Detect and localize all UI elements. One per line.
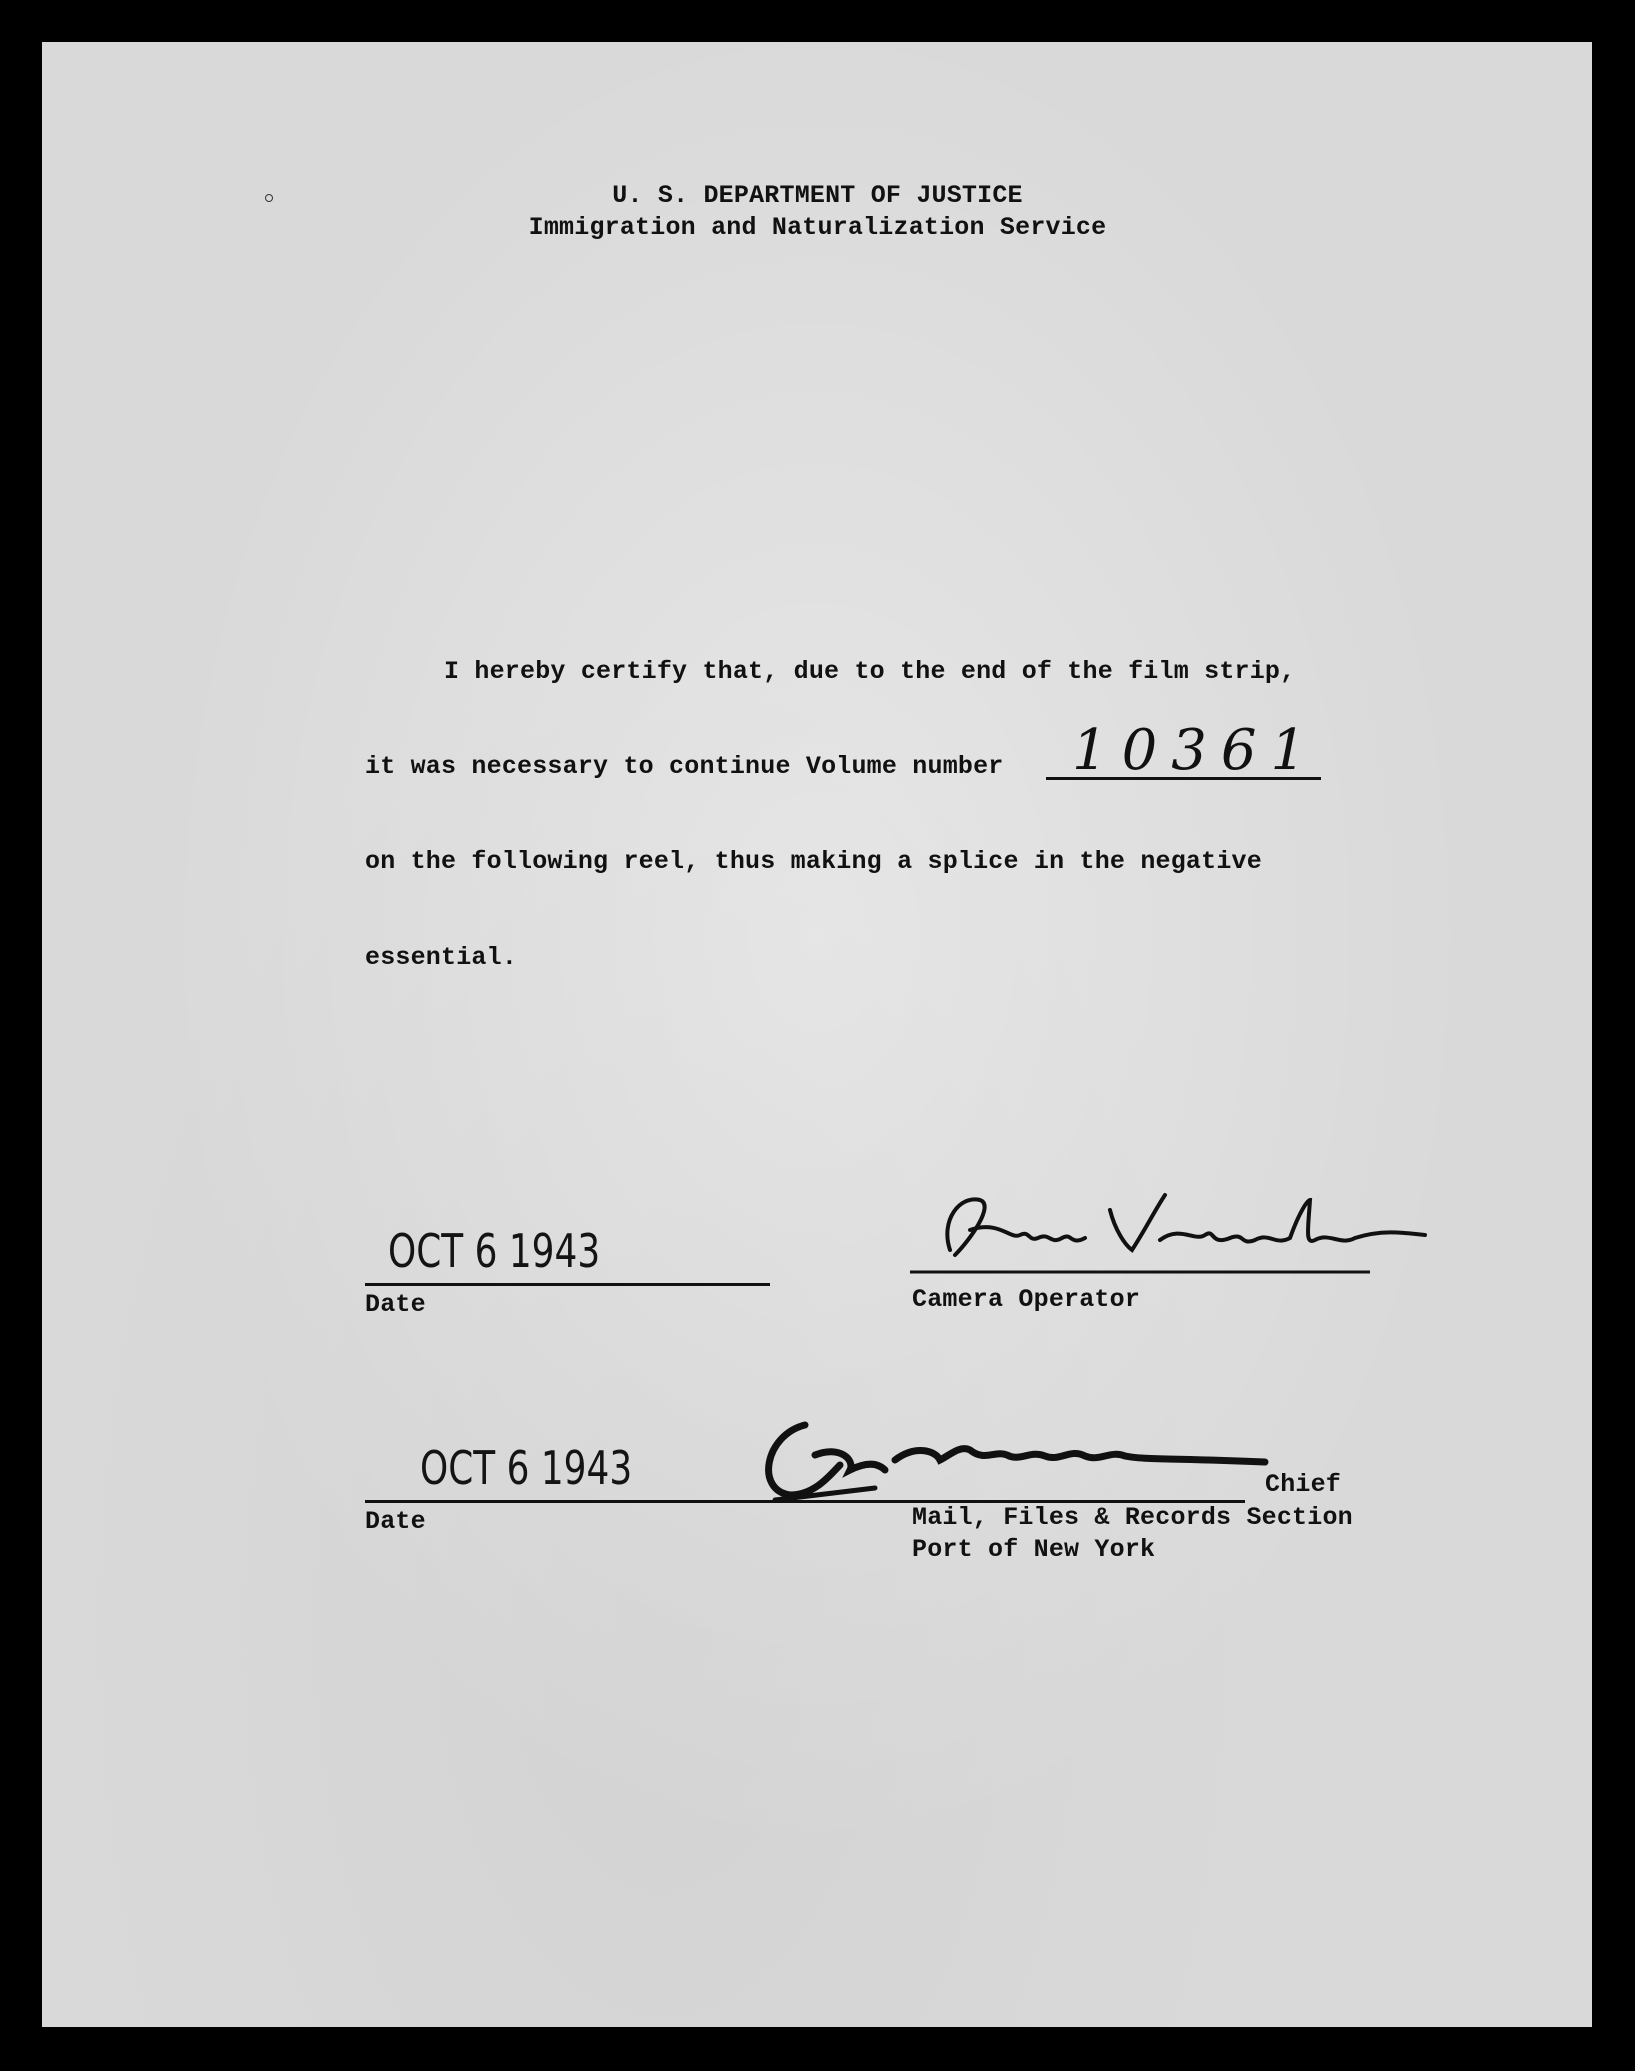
header-service: Immigration and Naturalization Service [528,213,1107,242]
camera-operator-label: Camera Operator [912,1285,1141,1314]
body-line-3: on the following reel, thus making a splice in the negative [365,847,1262,876]
header-department: U. S. DEPARTMENT OF JUSTICE [612,181,1023,210]
date-label-2: Date [365,1507,426,1536]
chief-date-stamp: OCT 6 1943 [420,1441,633,1495]
chief-label: Chief [1265,1470,1342,1499]
camera-operator-signature [910,1180,1430,1280]
camera-date-line [365,1283,770,1286]
volume-number-handwritten: 10361 [1072,718,1321,783]
camera-date-stamp: OCT 6 1943 [388,1224,601,1278]
section-label-line-1: Mail, Files & Records Section [912,1503,1353,1532]
date-label-1: Date [365,1290,426,1319]
body-line-1: I hereby certify that, due to the end of the film strip, [444,657,1296,686]
body-line-2: it was necessary to continue Volume number [365,752,1004,781]
chief-signature [745,1400,1275,1510]
section-label-line-2: Port of New York [912,1535,1156,1564]
document-sheet [42,42,1592,2027]
body-line-4: essential. [365,943,518,972]
